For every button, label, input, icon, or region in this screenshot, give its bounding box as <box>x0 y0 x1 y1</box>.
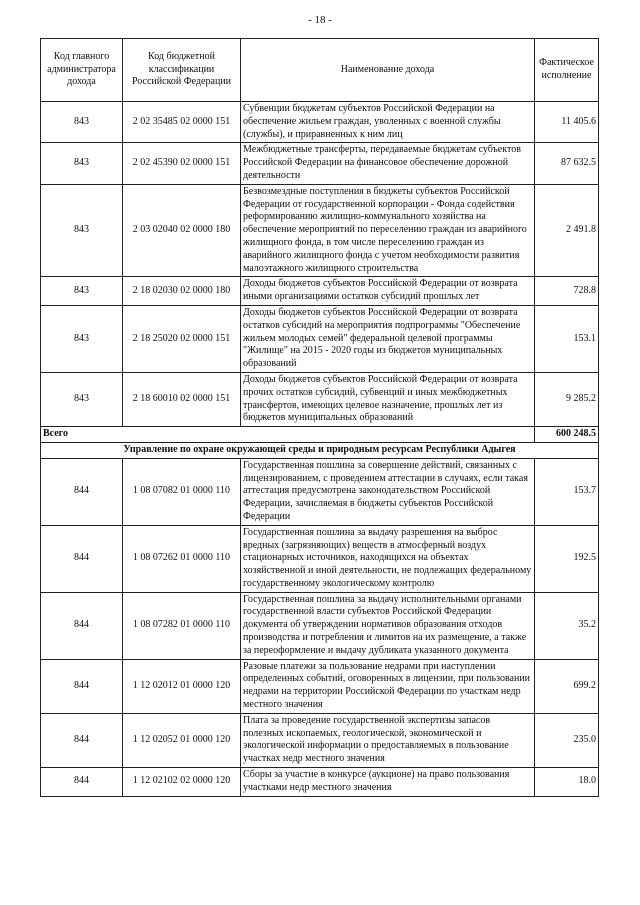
amount-cell: 9 285.2 <box>535 372 599 426</box>
income-name-cell: Государственная пошлина за совершение действий, связанных с лицензированием, с проведением аттестации в случаях, если такая аттестация предусмотрена законодательством Российской Федерации, зачисляемая в бюджеты субъектов Российской Федерации <box>241 458 535 525</box>
column-header-code: Код бюджетной классификации Российской Федерации <box>123 39 241 102</box>
table-row <box>41 525 599 592</box>
table-row <box>41 102 599 143</box>
income-name-cell: Безвозмездные поступления в бюджеты субъектов Российской Федерации от государственной корпорации - Фонда содействия реформированию жилищно-коммунального хозяйства на обеспечение мероприятий по переселению граждан из аварийного жилищного фонда, в том числе переселению граждан из аварийного жилищного фонда с учетом необходимости развития малоэтажного жилищного строительства <box>241 184 535 277</box>
section-header-row <box>41 442 599 458</box>
budget-code-cell: 2 18 25020 02 0000 151 <box>123 305 241 372</box>
budget-code-cell: 2 18 60010 02 0000 151 <box>123 372 241 426</box>
income-name-cell: Сборы за участие в конкурсе (аукционе) на право пользования участками недр местного значения <box>241 768 535 797</box>
income-name-cell: Доходы бюджетов субъектов Российской Федерации от возврата прочих остатков субсидий, субвенций и иных межбюджетных трансфертов, имеющих целевое назначение, прошлых лет из бюджетов муниципальных образований <box>241 372 535 426</box>
budget-code-cell: 2 03 02040 02 0000 180 <box>123 184 241 277</box>
table-row <box>41 184 599 277</box>
table-row <box>41 713 599 767</box>
table-row <box>41 592 599 659</box>
total-amount: 600 248.5 <box>535 427 599 443</box>
amount-cell: 87 632.5 <box>535 143 599 184</box>
budget-code-cell: 1 12 02102 02 0000 120 <box>123 768 241 797</box>
section-title: Управление по охране окружающей среды и природным ресурсам Республики Адыгея <box>41 442 599 458</box>
column-header-amount: Фактическое исполнение <box>535 39 599 102</box>
budget-code-cell: 2 02 45390 02 0000 151 <box>123 143 241 184</box>
income-name-cell: Межбюджетные трансферты, передаваемые бюджетам субъектов Российской Федерации на финансовое обеспечение дорожной деятельности <box>241 143 535 184</box>
amount-cell: 11 405.6 <box>535 102 599 143</box>
amount-cell: 35.2 <box>535 592 599 659</box>
budget-code-cell: 1 12 02012 01 0000 120 <box>123 659 241 713</box>
table-row <box>41 659 599 713</box>
budget-code-cell: 1 08 07262 01 0000 110 <box>123 525 241 592</box>
admin-code-cell: 844 <box>41 458 123 525</box>
amount-cell: 153.7 <box>535 458 599 525</box>
amount-cell: 699.2 <box>535 659 599 713</box>
table-header-row <box>41 39 599 102</box>
budget-code-cell: 1 08 07282 01 0000 110 <box>123 592 241 659</box>
table-row <box>41 458 599 525</box>
admin-code-cell: 844 <box>41 768 123 797</box>
revenue-table <box>40 38 599 797</box>
total-row <box>41 427 599 443</box>
column-header-name: Наименование дохода <box>241 39 535 102</box>
admin-code-cell: 844 <box>41 525 123 592</box>
amount-cell: 2 491.8 <box>535 184 599 277</box>
table-row <box>41 277 599 306</box>
admin-code-cell: 843 <box>41 277 123 306</box>
table-row <box>41 305 599 372</box>
income-name-cell: Субвенции бюджетам субъектов Российской Федерации на обеспечение жильем граждан, уволенных с военной службы (службы), и приравненных к ним лиц <box>241 102 535 143</box>
admin-code-cell: 843 <box>41 143 123 184</box>
admin-code-cell: 843 <box>41 184 123 277</box>
amount-cell: 18.0 <box>535 768 599 797</box>
amount-cell: 192.5 <box>535 525 599 592</box>
admin-code-cell: 843 <box>41 372 123 426</box>
budget-code-cell: 1 12 02052 01 0000 120 <box>123 713 241 767</box>
budget-code-cell: 2 18 02030 02 0000 180 <box>123 277 241 306</box>
income-name-cell: Доходы бюджетов субъектов Российской Федерации от возврата иными организациями остатков субсидий прошлых лет <box>241 277 535 306</box>
admin-code-cell: 844 <box>41 592 123 659</box>
income-name-cell: Доходы бюджетов субъектов Российской Федерации от возврата остатков субсидий на мероприятия подпрограммы "Обеспечение жильем молодых семей" федеральной целевой программы "Жилище" на 2015 - 2020 годы из бюджетов муниципальных образований <box>241 305 535 372</box>
income-name-cell: Государственная пошлина за выдачу исполнительными органами государственной власти субъектов Российской Федерации документа об утверждении нормативов образования отходов производства и потребления и лимитов на их размещение, а также за переоформление и выдачу дубликата указанного документа <box>241 592 535 659</box>
table-row <box>41 143 599 184</box>
admin-code-cell: 843 <box>41 305 123 372</box>
total-label: Всего <box>41 427 535 443</box>
amount-cell: 235.0 <box>535 713 599 767</box>
table-body <box>41 102 599 797</box>
income-name-cell: Разовые платежи за пользование недрами при наступлении определенных событий, оговоренных в лицензии, при пользовании недрами на территории Российской Федерации по участкам недр местного значения <box>241 659 535 713</box>
income-name-cell: Государственная пошлина за выдачу разрешения на выброс вредных (загрязняющих) веществ в атмосферный воздух стационарных источников, находящихся на объектах хозяйственной и иной деятельности, не подлежащих федеральному государственному экологическому контролю <box>241 525 535 592</box>
admin-code-cell: 844 <box>41 713 123 767</box>
amount-cell: 153.1 <box>535 305 599 372</box>
table-row <box>41 768 599 797</box>
income-name-cell: Плата за проведение государственной экспертизы запасов полезных ископаемых, геологической, экономической и экологической информации о предоставляемых в пользование участках недр местного значения <box>241 713 535 767</box>
column-header-admin: Код главного администратора дохода <box>41 39 123 102</box>
admin-code-cell: 843 <box>41 102 123 143</box>
budget-code-cell: 2 02 35485 02 0000 151 <box>123 102 241 143</box>
budget-code-cell: 1 08 07082 01 0000 110 <box>123 458 241 525</box>
page-number: - 18 - <box>308 14 332 26</box>
amount-cell: 728.8 <box>535 277 599 306</box>
admin-code-cell: 844 <box>41 659 123 713</box>
table-row <box>41 372 599 426</box>
